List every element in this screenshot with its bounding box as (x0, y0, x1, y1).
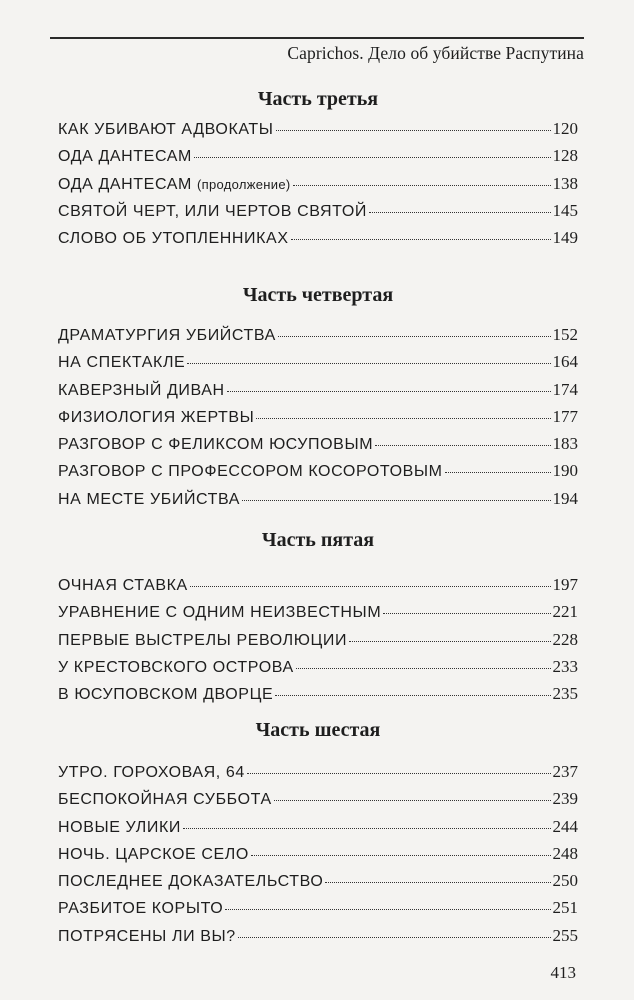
dot-leader (225, 909, 550, 910)
entry-page: 233 (552, 656, 578, 676)
entry-page: 221 (552, 602, 578, 622)
dot-leader (293, 185, 551, 186)
toc-entry[interactable] (58, 657, 578, 684)
entry-title: У КРЕСТОВСКОГО ОСТРОВА (58, 658, 294, 676)
toc-entry[interactable] (58, 489, 578, 516)
entry-title: НОВЫЕ УЛИКИ (58, 818, 182, 836)
entry-page: 250 (552, 871, 578, 891)
dot-leader (256, 418, 550, 419)
page-number: 413 (550, 963, 576, 982)
entry-title: НА МЕСТЕ УБИЙСТВА (58, 490, 241, 508)
toc-entry[interactable] (58, 817, 578, 844)
toc-entry[interactable] (58, 762, 578, 789)
toc-entry[interactable] (58, 789, 578, 816)
entry-title: ОЧНАЯ СТАВКА (58, 577, 188, 594)
entry-title: ПЕРВЫЕ ВЫСТРЕЛЫ РЕВОЛЮЦИИ (58, 631, 348, 649)
entry-page: 177 (552, 406, 578, 426)
part-four-section (58, 284, 578, 516)
entry-page: 138 (552, 173, 578, 193)
dot-leader (383, 613, 550, 614)
dot-leader (190, 586, 551, 587)
toc-entry[interactable] (58, 461, 578, 488)
dot-leader (291, 239, 551, 240)
toc-entry[interactable] (58, 119, 578, 146)
entry-title: ФИЗИОЛОГИЯ ЖЕРТВЫ (58, 408, 255, 426)
dot-leader (251, 855, 551, 856)
part-title: Часть шестая (255, 719, 381, 741)
toc-entry[interactable] (58, 201, 578, 228)
entry-title: В ЮСУПОВСКОМ ДВОРЦЕ (58, 686, 274, 704)
dot-leader (369, 212, 551, 213)
dot-leader (187, 363, 550, 364)
part-three-section (58, 88, 578, 255)
toc-entry[interactable] (58, 146, 578, 173)
entry-title: СЛОВО ОБ УТОПЛЕННИКАХ (58, 230, 289, 248)
entry-title: РАЗГОВОР С ПРОФЕССОРОМ КОСОРОТОВЫМ (58, 463, 443, 481)
dot-leader (183, 828, 550, 829)
entry-page: 251 (552, 898, 578, 918)
toc-entry[interactable] (58, 174, 578, 201)
entry-page: 164 (552, 352, 578, 372)
entry-page: 149 (552, 228, 578, 248)
entry-page: 194 (552, 488, 578, 508)
toc-entry[interactable] (58, 434, 578, 461)
entry-title: УТРО. ГОРОХОВАЯ, 64 (58, 764, 245, 781)
entry-page: 128 (552, 146, 578, 166)
part-five-section (58, 529, 578, 711)
part-title: Часть третья (257, 88, 379, 110)
entry-title: НОЧЬ. ЦАРСКОЕ СЕЛО (58, 845, 249, 863)
entry-page: 183 (552, 434, 578, 454)
toc-entry[interactable] (58, 630, 578, 657)
entry-title: ПОТРЯСЕНЫ ЛИ ВЫ? (58, 927, 236, 945)
dot-leader (375, 445, 550, 446)
dot-leader (296, 668, 551, 669)
entry-page: 239 (552, 789, 578, 809)
dot-leader (276, 130, 551, 131)
toc-entry[interactable] (58, 684, 578, 711)
entry-title: ДРАМАТУРГИЯ УБИЙСТВА (58, 327, 276, 344)
entry-title: УРАВНЕНИЕ С ОДНИМ НЕИЗВЕСТНЫМ (58, 604, 382, 622)
entry-note: (продолжение) (197, 176, 291, 192)
entry-title: ПОСЛЕДНЕЕ ДОКАЗАТЕЛЬСТВО (58, 873, 324, 891)
toc-entry[interactable] (58, 926, 578, 953)
dot-leader (278, 336, 551, 337)
dot-leader (349, 641, 550, 642)
entry-title: СВЯТОЙ ЧЕРТ, ИЛИ ЧЕРТОВ СВЯТОЙ (58, 202, 367, 220)
dot-leader (227, 391, 551, 392)
toc-entry[interactable] (58, 844, 578, 871)
entry-title-wrap (58, 176, 291, 194)
toc-entry[interactable] (58, 228, 578, 255)
entry-title: КАК УБИВАЮТ АДВОКАТЫ (58, 121, 274, 138)
dot-leader (274, 800, 551, 801)
part-six-section (58, 719, 578, 953)
toc-entry[interactable] (58, 325, 578, 352)
toc-entry[interactable] (58, 352, 578, 379)
toc-entry[interactable] (58, 407, 578, 434)
entry-page: 174 (552, 379, 578, 399)
toc-entry[interactable] (58, 380, 578, 407)
toc-entry[interactable] (58, 871, 578, 898)
dot-leader (445, 472, 551, 473)
toc-entry[interactable] (58, 898, 578, 925)
entry-title: ОДА ДАНТЕСАМ (58, 175, 198, 193)
entry-title: НА СПЕКТАКЛЕ (58, 354, 186, 372)
entry-page: 244 (552, 816, 578, 836)
entry-page: 190 (552, 461, 578, 481)
entry-title: РАЗБИТОЕ КОРЫТО (58, 900, 224, 918)
entry-page: 152 (552, 325, 578, 344)
entry-page: 255 (552, 925, 578, 945)
dot-leader (238, 937, 551, 938)
dot-leader (275, 695, 550, 696)
entry-title: КАВЕРЗНЫЙ ДИВАН (58, 381, 225, 399)
part-title: Часть пятая (261, 529, 375, 551)
entry-page: 120 (552, 119, 578, 138)
dot-leader (194, 157, 551, 158)
entry-page: 248 (552, 843, 578, 863)
dot-leader (325, 882, 550, 883)
entry-title: ОДА ДАНТЕСАМ (58, 148, 192, 166)
entry-page: 145 (552, 200, 578, 220)
entry-title: РАЗГОВОР С ФЕЛИКСОМ ЮСУПОВЫМ (58, 436, 374, 454)
dot-leader (242, 500, 550, 501)
entry-page: 228 (552, 629, 578, 649)
entry-page: 197 (552, 575, 578, 594)
entry-page: 235 (552, 684, 578, 704)
running-head: Caprichos. Дело об убийстве Распутина (50, 37, 584, 64)
toc-entry[interactable] (58, 602, 578, 629)
toc-entry[interactable] (58, 575, 578, 602)
entry-title: БЕСПОКОЙНАЯ СУББОТА (58, 791, 272, 809)
dot-leader (247, 773, 551, 774)
part-title: Часть четвертая (242, 284, 394, 306)
entry-page: 237 (552, 762, 578, 781)
